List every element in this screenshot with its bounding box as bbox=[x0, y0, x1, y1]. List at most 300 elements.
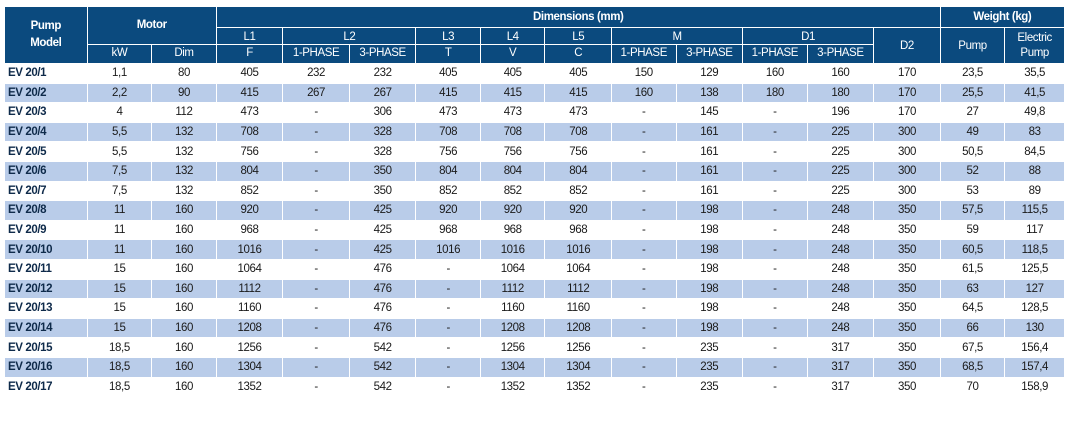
table-cell: 160 bbox=[152, 299, 217, 319]
table-cell: 160 bbox=[807, 64, 874, 84]
table-cell: 157,4 bbox=[1005, 357, 1065, 377]
table-cell: 267 bbox=[349, 83, 416, 103]
table-cell: - bbox=[416, 259, 481, 279]
table-cell: 15 bbox=[87, 279, 152, 299]
table-cell: - bbox=[612, 299, 677, 319]
table-cell: - bbox=[612, 122, 677, 142]
table-cell: 248 bbox=[807, 279, 874, 299]
pump-model-cell: EV 20/14 bbox=[5, 318, 88, 338]
table-cell: 804 bbox=[416, 161, 481, 181]
table-cell: - bbox=[416, 357, 481, 377]
table-cell: - bbox=[416, 299, 481, 319]
pump-model-cell: EV 20/6 bbox=[5, 161, 88, 181]
table-cell: 415 bbox=[416, 83, 481, 103]
table-cell: 425 bbox=[349, 220, 416, 240]
table-cell: 920 bbox=[545, 201, 612, 221]
table-cell: 80 bbox=[152, 64, 217, 84]
table-cell: - bbox=[283, 181, 350, 201]
table-cell: 350 bbox=[874, 357, 941, 377]
table-cell: 235 bbox=[676, 357, 743, 377]
table-cell: - bbox=[743, 161, 808, 181]
pump-model-cell: EV 20/9 bbox=[5, 220, 88, 240]
table-cell: 350 bbox=[874, 240, 941, 260]
table-cell: 920 bbox=[216, 201, 283, 221]
table-cell: 160 bbox=[152, 377, 217, 397]
table-cell: 198 bbox=[676, 279, 743, 299]
header-dimensions: Dimensions (mm) bbox=[216, 7, 940, 28]
table-cell: - bbox=[612, 161, 677, 181]
table-cell: 232 bbox=[349, 64, 416, 84]
table-cell: 708 bbox=[480, 122, 545, 142]
table-cell: - bbox=[612, 357, 677, 377]
table-cell: - bbox=[612, 142, 677, 162]
table-cell: 160 bbox=[152, 318, 217, 338]
pump-model-cell: EV 20/10 bbox=[5, 240, 88, 260]
table-cell: 70 bbox=[940, 377, 1005, 397]
table-cell: 52 bbox=[940, 161, 1005, 181]
table-cell: 2,2 bbox=[87, 83, 152, 103]
table-cell: - bbox=[283, 161, 350, 181]
table-cell: 225 bbox=[807, 122, 874, 142]
table-cell: 350 bbox=[874, 259, 941, 279]
table-cell: 350 bbox=[874, 279, 941, 299]
table-cell: 15 bbox=[87, 259, 152, 279]
table-cell: 317 bbox=[807, 338, 874, 358]
table-cell: 138 bbox=[676, 83, 743, 103]
table-cell: 405 bbox=[545, 64, 612, 84]
table-cell: - bbox=[612, 240, 677, 260]
header-l4-v: V bbox=[480, 45, 545, 64]
table-cell: 1352 bbox=[545, 377, 612, 397]
table-cell: 180 bbox=[743, 83, 808, 103]
table-cell: 1016 bbox=[416, 240, 481, 260]
table-cell: - bbox=[283, 142, 350, 162]
table-cell: 7,5 bbox=[87, 181, 152, 201]
header-l5: L5 bbox=[545, 28, 612, 45]
table-cell: - bbox=[612, 338, 677, 358]
table-cell: 23,5 bbox=[940, 64, 1005, 84]
table-cell: - bbox=[283, 377, 350, 397]
table-cell: 5,5 bbox=[87, 122, 152, 142]
table-cell: 11 bbox=[87, 201, 152, 221]
header-l2-3phase: 3-PHASE bbox=[349, 45, 416, 64]
table-cell: 968 bbox=[216, 220, 283, 240]
table-cell: 1016 bbox=[216, 240, 283, 260]
table-cell: - bbox=[743, 103, 808, 123]
table-row bbox=[5, 161, 1065, 181]
table-cell: 49,8 bbox=[1005, 103, 1065, 123]
table-cell: 112 bbox=[152, 103, 217, 123]
header-l3-t: T bbox=[416, 45, 481, 64]
table-cell: 248 bbox=[807, 318, 874, 338]
table-cell: 132 bbox=[152, 142, 217, 162]
table-cell: - bbox=[283, 299, 350, 319]
table-cell: 804 bbox=[480, 161, 545, 181]
table-cell: - bbox=[743, 318, 808, 338]
table-cell: - bbox=[743, 201, 808, 221]
header-pump-model bbox=[5, 7, 88, 64]
table-cell: 300 bbox=[874, 181, 941, 201]
table-row bbox=[5, 259, 1065, 279]
table-cell: 156,4 bbox=[1005, 338, 1065, 358]
header-l1: L1 bbox=[216, 28, 283, 45]
table-cell: 1304 bbox=[216, 357, 283, 377]
table-cell: 317 bbox=[807, 377, 874, 397]
table-cell: 41,5 bbox=[1005, 83, 1065, 103]
header-weight-electric-line1: Electric bbox=[1017, 31, 1052, 44]
table-cell: 350 bbox=[874, 338, 941, 358]
table-cell: 476 bbox=[349, 259, 416, 279]
table-cell: 18,5 bbox=[87, 338, 152, 358]
table-cell: - bbox=[283, 318, 350, 338]
table-cell: 1112 bbox=[216, 279, 283, 299]
table-cell: 920 bbox=[416, 201, 481, 221]
table-cell: 473 bbox=[480, 103, 545, 123]
table-cell: 225 bbox=[807, 161, 874, 181]
table-cell: 350 bbox=[874, 318, 941, 338]
table-cell: 60,5 bbox=[940, 240, 1005, 260]
table-cell: 473 bbox=[216, 103, 283, 123]
table-cell: 350 bbox=[349, 181, 416, 201]
header-d2: D2 bbox=[874, 28, 941, 64]
table-cell: 473 bbox=[545, 103, 612, 123]
table-cell: 1112 bbox=[480, 279, 545, 299]
table-cell: 160 bbox=[152, 201, 217, 221]
table-cell: 160 bbox=[743, 64, 808, 84]
table-cell: 125,5 bbox=[1005, 259, 1065, 279]
table-cell: 248 bbox=[807, 240, 874, 260]
header-l2: L2 bbox=[283, 28, 416, 45]
table-cell: - bbox=[743, 240, 808, 260]
pump-model-cell: EV 20/5 bbox=[5, 142, 88, 162]
table-cell: 83 bbox=[1005, 122, 1065, 142]
table-cell: 1304 bbox=[545, 357, 612, 377]
table-row bbox=[5, 299, 1065, 319]
table-cell: 57,5 bbox=[940, 201, 1005, 221]
table-cell: 1,1 bbox=[87, 64, 152, 84]
header-weight-electric-line2: Pump bbox=[1020, 46, 1049, 59]
table-cell: 968 bbox=[545, 220, 612, 240]
table-cell: 161 bbox=[676, 122, 743, 142]
table-cell: - bbox=[612, 259, 677, 279]
table-cell: - bbox=[743, 299, 808, 319]
table-cell: 160 bbox=[152, 220, 217, 240]
table-cell: 1016 bbox=[480, 240, 545, 260]
table-cell: - bbox=[283, 122, 350, 142]
table-cell: 542 bbox=[349, 338, 416, 358]
table-cell: 350 bbox=[874, 377, 941, 397]
table-cell: 306 bbox=[349, 103, 416, 123]
table-cell: 852 bbox=[216, 181, 283, 201]
table-row bbox=[5, 357, 1065, 377]
table-row bbox=[5, 181, 1065, 201]
table-cell: - bbox=[743, 142, 808, 162]
table-cell: 64,5 bbox=[940, 299, 1005, 319]
table-cell: 1160 bbox=[216, 299, 283, 319]
table-row bbox=[5, 220, 1065, 240]
table-cell: - bbox=[283, 240, 350, 260]
table-cell: - bbox=[743, 122, 808, 142]
table-cell: 145 bbox=[676, 103, 743, 123]
pump-model-cell: EV 20/11 bbox=[5, 259, 88, 279]
table-cell: 11 bbox=[87, 220, 152, 240]
table-cell: - bbox=[612, 201, 677, 221]
table-cell: 415 bbox=[480, 83, 545, 103]
header-l2-1phase: 1-PHASE bbox=[283, 45, 350, 64]
table-cell: 248 bbox=[807, 299, 874, 319]
table-cell: 4 bbox=[87, 103, 152, 123]
table-cell: - bbox=[283, 220, 350, 240]
table-cell: - bbox=[612, 220, 677, 240]
table-cell: 708 bbox=[416, 122, 481, 142]
table-cell: 1064 bbox=[216, 259, 283, 279]
header-m-1phase: 1-PHASE bbox=[612, 45, 677, 64]
table-cell: 25,5 bbox=[940, 83, 1005, 103]
table-cell: 235 bbox=[676, 377, 743, 397]
table-cell: 49 bbox=[940, 122, 1005, 142]
table-row bbox=[5, 142, 1065, 162]
table-cell: 196 bbox=[807, 103, 874, 123]
header-weight-electric-pump bbox=[1005, 28, 1065, 64]
table-cell: 115,5 bbox=[1005, 201, 1065, 221]
table-cell: 132 bbox=[152, 181, 217, 201]
table-cell: 804 bbox=[545, 161, 612, 181]
header-m: M bbox=[612, 28, 743, 45]
table-row bbox=[5, 338, 1065, 358]
table-cell: 127 bbox=[1005, 279, 1065, 299]
pump-model-cell: EV 20/17 bbox=[5, 377, 88, 397]
table-cell: 118,5 bbox=[1005, 240, 1065, 260]
pump-model-cell: EV 20/2 bbox=[5, 83, 88, 103]
header-weight: Weight (kg) bbox=[940, 7, 1064, 28]
table-cell: 160 bbox=[152, 259, 217, 279]
table-cell: 328 bbox=[349, 122, 416, 142]
table-cell: 161 bbox=[676, 161, 743, 181]
table-cell: 1208 bbox=[545, 318, 612, 338]
table-cell: 232 bbox=[283, 64, 350, 84]
table-cell: 198 bbox=[676, 318, 743, 338]
header-weight-pump: Pump bbox=[940, 28, 1005, 64]
table-cell: 248 bbox=[807, 220, 874, 240]
table-cell: 476 bbox=[349, 318, 416, 338]
table-cell: - bbox=[416, 279, 481, 299]
table-cell: 328 bbox=[349, 142, 416, 162]
pump-model-cell: EV 20/3 bbox=[5, 103, 88, 123]
table-cell: - bbox=[612, 103, 677, 123]
table-cell: 1352 bbox=[480, 377, 545, 397]
table-cell: 130 bbox=[1005, 318, 1065, 338]
table-cell: 161 bbox=[676, 142, 743, 162]
table-cell: 708 bbox=[545, 122, 612, 142]
table-cell: 198 bbox=[676, 299, 743, 319]
table-cell: 225 bbox=[807, 181, 874, 201]
table-cell: - bbox=[612, 181, 677, 201]
table-cell: 476 bbox=[349, 279, 416, 299]
header-d1-3phase: 3-PHASE bbox=[807, 45, 874, 64]
table-cell: 7,5 bbox=[87, 161, 152, 181]
table-cell: 1208 bbox=[480, 318, 545, 338]
table-cell: 150 bbox=[612, 64, 677, 84]
table-cell: - bbox=[416, 377, 481, 397]
table-cell: - bbox=[283, 201, 350, 221]
table-cell: 198 bbox=[676, 201, 743, 221]
pump-model-cell: EV 20/1 bbox=[5, 64, 88, 84]
table-cell: - bbox=[283, 338, 350, 358]
table-cell: - bbox=[743, 357, 808, 377]
table-cell: - bbox=[283, 259, 350, 279]
table-cell: 158,9 bbox=[1005, 377, 1065, 397]
table-cell: 300 bbox=[874, 122, 941, 142]
table-cell: 920 bbox=[480, 201, 545, 221]
table-cell: 1256 bbox=[480, 338, 545, 358]
table-cell: 415 bbox=[216, 83, 283, 103]
table-cell: 473 bbox=[416, 103, 481, 123]
table-cell: 300 bbox=[874, 161, 941, 181]
table-cell: 15 bbox=[87, 299, 152, 319]
table-row bbox=[5, 64, 1065, 84]
table-cell: 63 bbox=[940, 279, 1005, 299]
table-cell: - bbox=[416, 318, 481, 338]
pump-model-cell: EV 20/4 bbox=[5, 122, 88, 142]
pump-model-cell: EV 20/16 bbox=[5, 357, 88, 377]
table-cell: 1256 bbox=[216, 338, 283, 358]
pump-model-cell: EV 20/7 bbox=[5, 181, 88, 201]
table-cell: 235 bbox=[676, 338, 743, 358]
table-cell: 128,5 bbox=[1005, 299, 1065, 319]
table-row bbox=[5, 122, 1065, 142]
table-cell: 5,5 bbox=[87, 142, 152, 162]
table-cell: 198 bbox=[676, 259, 743, 279]
table-cell: 968 bbox=[416, 220, 481, 240]
table-cell: 129 bbox=[676, 64, 743, 84]
table-cell: 405 bbox=[480, 64, 545, 84]
table-cell: - bbox=[612, 279, 677, 299]
table-cell: - bbox=[743, 259, 808, 279]
header-d1-1phase: 1-PHASE bbox=[743, 45, 808, 64]
table-row bbox=[5, 279, 1065, 299]
pump-model-cell: EV 20/15 bbox=[5, 338, 88, 358]
table-cell: 198 bbox=[676, 240, 743, 260]
table-cell: 267 bbox=[283, 83, 350, 103]
table-cell: 350 bbox=[874, 201, 941, 221]
table-cell: - bbox=[743, 220, 808, 240]
table-cell: 300 bbox=[874, 142, 941, 162]
table-cell: 1352 bbox=[216, 377, 283, 397]
pump-dimensions-table bbox=[4, 6, 1065, 397]
table-cell: - bbox=[416, 338, 481, 358]
table-cell: 18,5 bbox=[87, 357, 152, 377]
table-cell: 66 bbox=[940, 318, 1005, 338]
table-cell: 852 bbox=[545, 181, 612, 201]
table-cell: 852 bbox=[480, 181, 545, 201]
table-cell: - bbox=[743, 279, 808, 299]
table-cell: 425 bbox=[349, 201, 416, 221]
table-cell: 198 bbox=[676, 220, 743, 240]
table-cell: 90 bbox=[152, 83, 217, 103]
table-row bbox=[5, 83, 1065, 103]
table-cell: 476 bbox=[349, 299, 416, 319]
table-cell: 18,5 bbox=[87, 377, 152, 397]
table-cell: - bbox=[743, 181, 808, 201]
table-cell: 160 bbox=[612, 83, 677, 103]
table-cell: 59 bbox=[940, 220, 1005, 240]
table-row bbox=[5, 318, 1065, 338]
table-cell: 15 bbox=[87, 318, 152, 338]
pump-model-cell: EV 20/8 bbox=[5, 201, 88, 221]
table-cell: 160 bbox=[152, 240, 217, 260]
table-cell: 425 bbox=[349, 240, 416, 260]
header-m-3phase: 3-PHASE bbox=[676, 45, 743, 64]
table-cell: 1016 bbox=[545, 240, 612, 260]
table-cell: 161 bbox=[676, 181, 743, 201]
table-cell: 67,5 bbox=[940, 338, 1005, 358]
table-cell: 225 bbox=[807, 142, 874, 162]
header-motor: Motor bbox=[87, 7, 216, 45]
table-row bbox=[5, 377, 1065, 397]
table-cell: 50,5 bbox=[940, 142, 1005, 162]
table-header bbox=[5, 7, 1065, 64]
table-cell: 35,5 bbox=[1005, 64, 1065, 84]
table-cell: 852 bbox=[416, 181, 481, 201]
table-cell: 350 bbox=[874, 299, 941, 319]
header-l5-c: C bbox=[545, 45, 612, 64]
table-cell: 170 bbox=[874, 64, 941, 84]
table-cell: 117 bbox=[1005, 220, 1065, 240]
pump-model-cell: EV 20/12 bbox=[5, 279, 88, 299]
table-cell: 27 bbox=[940, 103, 1005, 123]
header-l1-f: F bbox=[216, 45, 283, 64]
table-cell: 756 bbox=[480, 142, 545, 162]
table-cell: 180 bbox=[807, 83, 874, 103]
header-motor-dim: Dim bbox=[152, 45, 217, 64]
table-cell: - bbox=[612, 318, 677, 338]
table-cell: 804 bbox=[216, 161, 283, 181]
header-l4: L4 bbox=[480, 28, 545, 45]
table-cell: 160 bbox=[152, 279, 217, 299]
table-cell: 350 bbox=[349, 161, 416, 181]
table-cell: 170 bbox=[874, 83, 941, 103]
table-cell: 405 bbox=[216, 64, 283, 84]
table-cell: 84,5 bbox=[1005, 142, 1065, 162]
table-cell: 1160 bbox=[480, 299, 545, 319]
header-pump-model-line1: Pump bbox=[30, 20, 62, 32]
table-cell: - bbox=[612, 377, 677, 397]
table-cell: 756 bbox=[216, 142, 283, 162]
table-cell: 1160 bbox=[545, 299, 612, 319]
table-cell: 542 bbox=[349, 357, 416, 377]
table-cell: 53 bbox=[940, 181, 1005, 201]
table-row bbox=[5, 103, 1065, 123]
table-cell: 350 bbox=[874, 220, 941, 240]
header-l3: L3 bbox=[416, 28, 481, 45]
table-cell: 61,5 bbox=[940, 259, 1005, 279]
table-cell: 248 bbox=[807, 201, 874, 221]
header-d1: D1 bbox=[743, 28, 874, 45]
table-cell: 1064 bbox=[545, 259, 612, 279]
header-pump-model-line2: Model bbox=[30, 37, 62, 49]
table-row bbox=[5, 240, 1065, 260]
table-cell: 170 bbox=[874, 103, 941, 123]
table-cell: - bbox=[743, 377, 808, 397]
table-body bbox=[5, 64, 1065, 397]
pump-model-cell: EV 20/13 bbox=[5, 299, 88, 319]
table-cell: 88 bbox=[1005, 161, 1065, 181]
table-cell: - bbox=[283, 103, 350, 123]
table-cell: - bbox=[283, 279, 350, 299]
table-cell: 11 bbox=[87, 240, 152, 260]
table-cell: - bbox=[283, 357, 350, 377]
table-cell: 756 bbox=[545, 142, 612, 162]
